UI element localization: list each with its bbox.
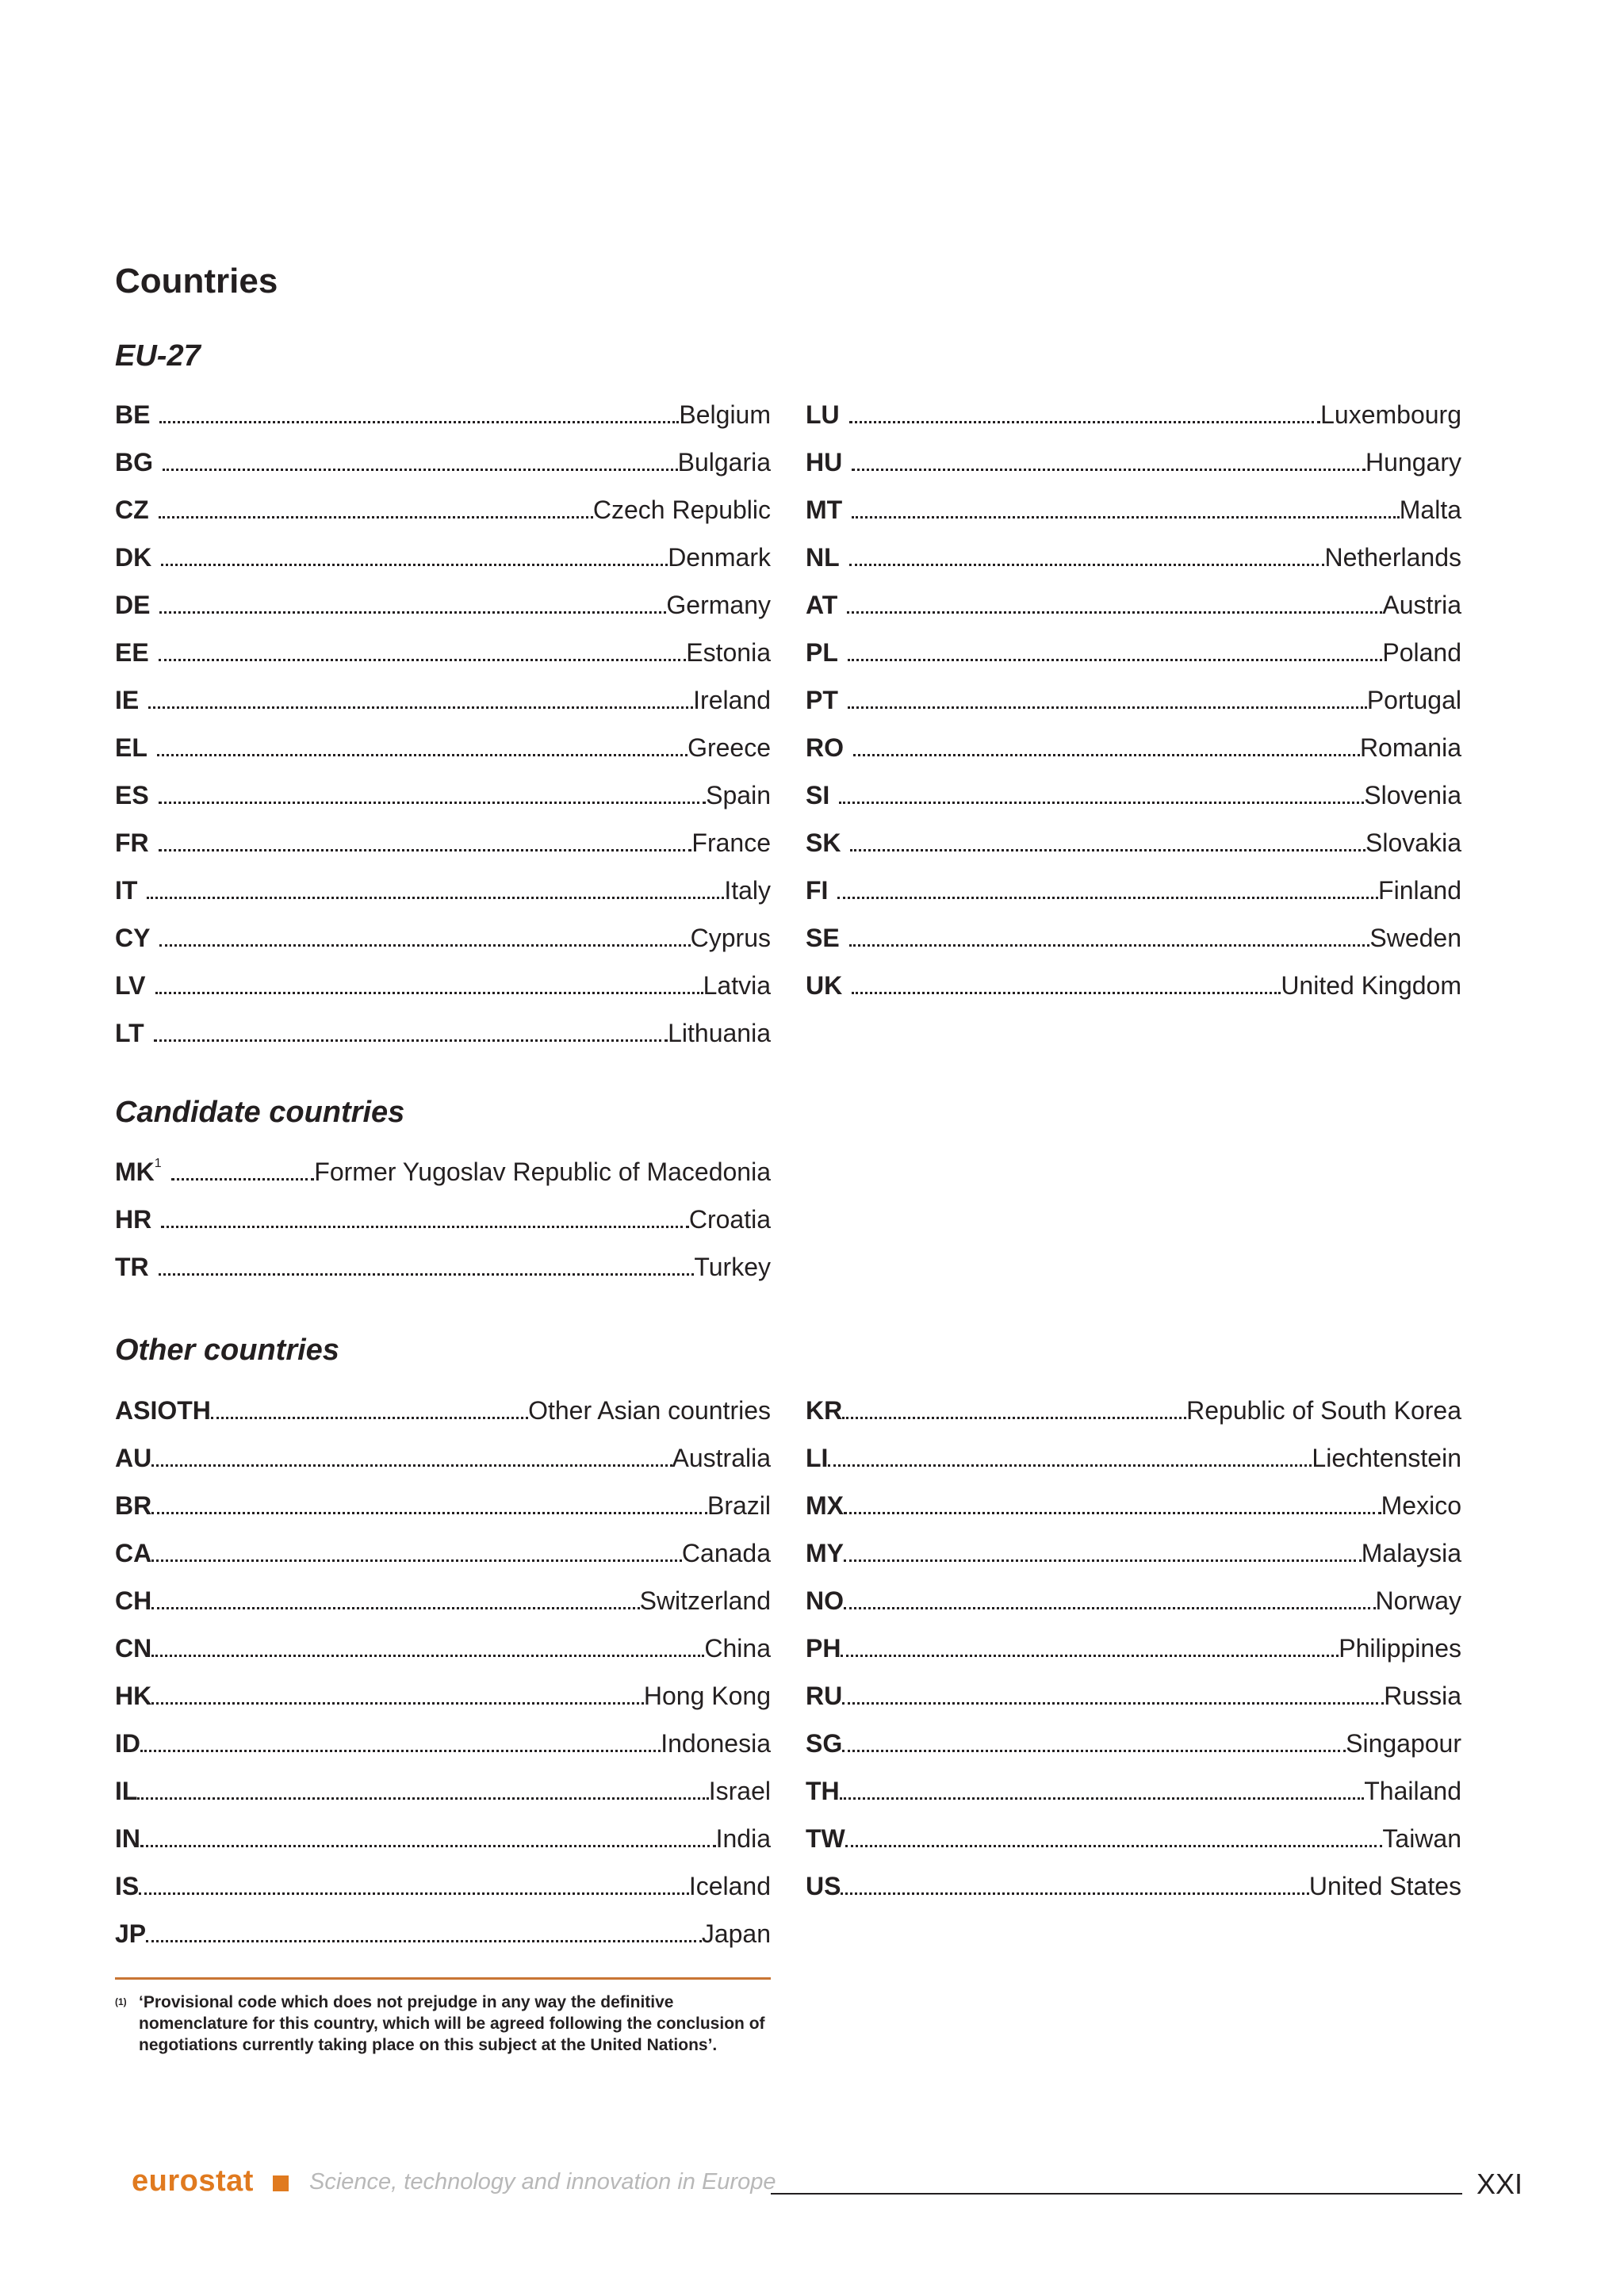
other-right-list — [806, 1387, 1461, 1910]
dot-leader — [148, 705, 693, 709]
other-left-list — [115, 1387, 771, 1957]
country-row — [806, 771, 1461, 819]
dot-leader — [159, 1272, 695, 1276]
country-name: China — [704, 1634, 771, 1663]
country-name: Slovakia — [1365, 828, 1461, 857]
country-code: PT — [806, 686, 838, 714]
dot-leader — [844, 1558, 1362, 1562]
dot-leader — [154, 1038, 668, 1042]
country-row — [806, 962, 1461, 1009]
dot-leader — [852, 515, 1400, 519]
country-code: PH — [806, 1634, 841, 1663]
country-code: BR — [115, 1491, 152, 1520]
country-name: Portugal — [1366, 686, 1461, 714]
dot-leader — [159, 848, 692, 851]
candidate-heading: Candidate countries — [115, 1096, 405, 1129]
country-code: IN — [115, 1824, 140, 1853]
country-name: Belgium — [679, 400, 771, 429]
country-row — [806, 819, 1461, 867]
footnote — [115, 1992, 771, 2056]
country-name: Romania — [1359, 733, 1461, 762]
country-row — [115, 1720, 771, 1767]
country-row — [806, 914, 1461, 962]
country-name: Czech Republic — [592, 496, 771, 524]
country-code: JP — [115, 1919, 147, 1948]
dot-leader — [849, 419, 1320, 423]
dot-leader — [147, 895, 724, 899]
country-name: Mexico — [1381, 1491, 1461, 1520]
country-name: Russia — [1384, 1682, 1461, 1710]
dot-leader — [151, 1510, 707, 1514]
dot-leader — [211, 1415, 528, 1419]
country-row — [806, 1672, 1461, 1720]
country-row — [806, 724, 1461, 771]
page-footer — [0, 2164, 1624, 2204]
country-code: $MK^1$ — [115, 1157, 162, 1186]
country-code: IS — [115, 1872, 140, 1900]
country-code: IL — [115, 1777, 138, 1805]
dot-leader — [850, 848, 1365, 851]
country-row — [115, 771, 771, 819]
country-name: Singapour — [1346, 1729, 1461, 1758]
country-code: CH — [115, 1586, 152, 1615]
country-name: Liechtenstein — [1312, 1444, 1461, 1472]
country-name: Germany — [666, 591, 771, 619]
dot-leader — [841, 1653, 1339, 1657]
dot-leader — [151, 1701, 644, 1705]
country-row — [806, 534, 1461, 581]
country-name: Luxembourg — [1320, 400, 1461, 429]
country-code: LU — [806, 400, 840, 429]
country-name: India — [715, 1824, 771, 1853]
dot-leader — [852, 467, 1365, 471]
country-code: FI — [806, 876, 829, 905]
dot-leader — [848, 657, 1382, 661]
country-name: United Kingdom — [1281, 971, 1461, 1000]
country-name: Japan — [701, 1919, 771, 1948]
dot-leader — [849, 562, 1325, 566]
dot-leader — [159, 419, 679, 423]
country-row — [806, 676, 1461, 724]
country-code: HU — [806, 448, 843, 476]
country-row — [115, 581, 771, 629]
footnote-marker: (1) — [115, 1996, 127, 2007]
country-name: Cyprus — [690, 924, 771, 952]
country-name: Denmark — [668, 543, 771, 572]
publication-title: Science, technology and innovation in Europe — [309, 2169, 776, 2195]
dot-leader — [159, 800, 706, 804]
country-code: IT — [115, 876, 138, 905]
country-row — [115, 1387, 771, 1434]
country-row — [115, 1009, 771, 1057]
country-name: Greece — [688, 733, 771, 762]
country-row — [115, 486, 771, 534]
country-code: MY — [806, 1539, 844, 1567]
country-code: SE — [806, 924, 840, 952]
country-name: United States — [1308, 1872, 1461, 1900]
country-name: Taiwan — [1382, 1824, 1461, 1853]
dot-leader — [159, 610, 666, 614]
dot-leader — [159, 657, 687, 661]
country-row — [806, 1434, 1461, 1482]
country-code: AU — [115, 1444, 152, 1472]
country-name: Netherlands — [1324, 543, 1461, 572]
country-name: Philippines — [1339, 1634, 1461, 1663]
country-name: Malaysia — [1361, 1539, 1461, 1567]
country-row — [806, 1482, 1461, 1529]
country-code: TH — [806, 1777, 840, 1805]
country-name: Thailand — [1364, 1777, 1461, 1805]
country-name: Hong Kong — [643, 1682, 771, 1710]
dot-leader — [171, 1177, 315, 1181]
country-code: LT — [115, 1019, 144, 1047]
dot-leader — [841, 1891, 1308, 1895]
country-code: CY — [115, 924, 151, 952]
country-row — [115, 1767, 771, 1815]
country-row — [806, 1577, 1461, 1624]
country-code: CN — [115, 1634, 152, 1663]
dot-leader — [159, 515, 593, 519]
country-row — [806, 1767, 1461, 1815]
country-code: DK — [115, 543, 152, 572]
country-code: ASIOTH — [115, 1396, 211, 1425]
country-row — [115, 1624, 771, 1672]
country-code: US — [806, 1872, 841, 1900]
country-code: SK — [806, 828, 841, 857]
country-row — [115, 534, 771, 581]
country-name: Poland — [1382, 638, 1461, 667]
page-number: XXI — [1477, 2168, 1523, 2200]
dot-leader — [842, 1701, 1384, 1705]
footer-divider — [771, 2193, 1462, 2195]
footnote-text: ‘Provisional code which does not prejudge in any way the definitive nomenclature for this country, which will be agreed following the conclusion of negotiations currently taking place on this subject at the United Nations’. — [139, 1993, 765, 2054]
country-name: France — [691, 828, 771, 857]
country-code: PL — [806, 638, 838, 667]
country-code: DE — [115, 591, 151, 619]
eu27-right-list — [806, 391, 1461, 1009]
dot-leader — [157, 752, 688, 756]
country-row — [115, 1815, 771, 1862]
country-code: AT — [806, 591, 838, 619]
country-name: Switzerland — [639, 1586, 771, 1615]
country-code: ES — [115, 781, 149, 809]
country-row — [115, 867, 771, 914]
country-name: Republic of South Korea — [1186, 1396, 1461, 1425]
country-name: Austria — [1382, 591, 1461, 619]
country-code: KR — [806, 1396, 843, 1425]
country-code: BG — [115, 448, 153, 476]
country-code: FR — [115, 828, 149, 857]
country-code: EE — [115, 638, 149, 667]
country-row — [806, 1624, 1461, 1672]
country-name: Spain — [706, 781, 771, 809]
dot-leader — [159, 943, 690, 947]
dot-leader — [163, 467, 678, 471]
country-name: Malta — [1399, 496, 1461, 524]
country-name: Sweden — [1369, 924, 1461, 952]
country-row — [806, 1815, 1461, 1862]
country-row — [806, 1387, 1461, 1434]
candidate-list — [115, 1148, 771, 1291]
country-code: HK — [115, 1682, 152, 1710]
country-name: Latvia — [703, 971, 771, 1000]
country-row — [115, 1434, 771, 1482]
country-code: MT — [806, 496, 843, 524]
dot-leader — [151, 1605, 639, 1609]
country-code: UK — [806, 971, 843, 1000]
page-title: Countries — [115, 262, 278, 300]
country-code: BE — [115, 400, 151, 429]
country-name: Croatia — [688, 1205, 771, 1234]
dot-leader — [840, 1796, 1365, 1800]
country-code: SG — [806, 1729, 843, 1758]
dot-leader — [847, 610, 1382, 614]
country-code: CA — [115, 1539, 152, 1567]
country-row — [806, 1529, 1461, 1577]
country-row — [115, 962, 771, 1009]
country-row — [115, 1148, 771, 1196]
country-row — [115, 724, 771, 771]
country-row — [115, 1482, 771, 1529]
country-code: SI — [806, 781, 830, 809]
country-code: ID — [115, 1729, 140, 1758]
country-row — [115, 1243, 771, 1291]
country-code: LV — [115, 971, 146, 1000]
dot-leader — [151, 1653, 704, 1657]
country-name: Norway — [1375, 1586, 1461, 1615]
dot-leader — [151, 1463, 672, 1467]
country-name: Hungary — [1365, 448, 1461, 476]
dot-leader — [151, 1558, 682, 1562]
country-code: HR — [115, 1205, 152, 1234]
country-name: Other Asian countries — [528, 1396, 771, 1425]
country-name: Italy — [724, 876, 771, 905]
country-row — [115, 819, 771, 867]
footnote-divider — [115, 1977, 771, 1980]
dot-leader — [842, 1415, 1186, 1419]
dot-leader — [844, 1605, 1376, 1609]
country-row — [806, 1720, 1461, 1767]
country-name: Finland — [1378, 876, 1461, 905]
country-row — [115, 438, 771, 486]
country-code: LI — [806, 1444, 829, 1472]
country-name: Iceland — [688, 1872, 771, 1900]
eu27-heading: EU-27 — [115, 339, 201, 373]
dot-leader — [852, 990, 1281, 994]
dot-leader — [140, 1748, 661, 1752]
country-code: RU — [806, 1682, 843, 1710]
country-code: CZ — [115, 496, 149, 524]
dot-leader — [839, 800, 1364, 804]
country-row — [806, 629, 1461, 676]
country-row — [115, 676, 771, 724]
brand-square-icon — [273, 2175, 289, 2191]
country-row — [806, 391, 1461, 438]
country-row — [115, 1672, 771, 1720]
country-row — [115, 1910, 771, 1957]
country-name: Bulgaria — [677, 448, 771, 476]
country-code: TR — [115, 1253, 149, 1281]
country-name: Australia — [672, 1444, 771, 1472]
country-name: Turkey — [694, 1253, 771, 1281]
country-code: EL — [115, 733, 147, 762]
dot-leader — [845, 1843, 1383, 1847]
country-name: Lithuania — [668, 1019, 771, 1047]
country-name: Slovenia — [1364, 781, 1461, 809]
dot-leader — [146, 1938, 702, 1942]
country-row — [806, 1862, 1461, 1910]
dot-leader — [161, 562, 668, 566]
dot-leader — [837, 895, 1378, 899]
dot-leader — [844, 1510, 1381, 1514]
country-code: IE — [115, 686, 140, 714]
other-heading: Other countries — [115, 1334, 339, 1367]
country-row — [115, 1196, 771, 1243]
country-row — [115, 1862, 771, 1910]
country-name: Israel — [708, 1777, 771, 1805]
country-row — [115, 914, 771, 962]
dot-leader — [842, 1748, 1346, 1752]
country-row — [115, 629, 771, 676]
country-code: RO — [806, 733, 844, 762]
dot-leader — [137, 1796, 708, 1800]
country-name: Estonia — [686, 638, 771, 667]
country-code: TW — [806, 1824, 845, 1853]
country-name: Brazil — [707, 1491, 771, 1520]
dot-leader — [853, 752, 1360, 756]
country-code: MX — [806, 1491, 844, 1520]
country-name: Ireland — [693, 686, 771, 714]
dot-leader — [140, 1843, 716, 1847]
dot-leader — [828, 1463, 1312, 1467]
country-row — [806, 581, 1461, 629]
country-name: Former Yugoslav Republic of Macedonia — [314, 1158, 771, 1186]
dot-leader — [139, 1891, 689, 1895]
country-row — [806, 867, 1461, 914]
dot-leader — [155, 990, 703, 994]
dot-leader — [848, 705, 1367, 709]
eurostat-logo: eurostat — [132, 2164, 254, 2198]
dot-leader — [849, 943, 1370, 947]
country-name: Indonesia — [661, 1729, 771, 1758]
country-code: NO — [806, 1586, 844, 1615]
eu27-left-list — [115, 391, 771, 1057]
country-row — [806, 486, 1461, 534]
dot-leader — [161, 1224, 689, 1228]
country-row — [115, 391, 771, 438]
country-name: Canada — [681, 1539, 771, 1567]
country-code: NL — [806, 543, 840, 572]
footnote-reference: 1 — [154, 1157, 162, 1170]
country-row — [115, 1577, 771, 1624]
country-row — [115, 1529, 771, 1577]
country-row — [806, 438, 1461, 486]
